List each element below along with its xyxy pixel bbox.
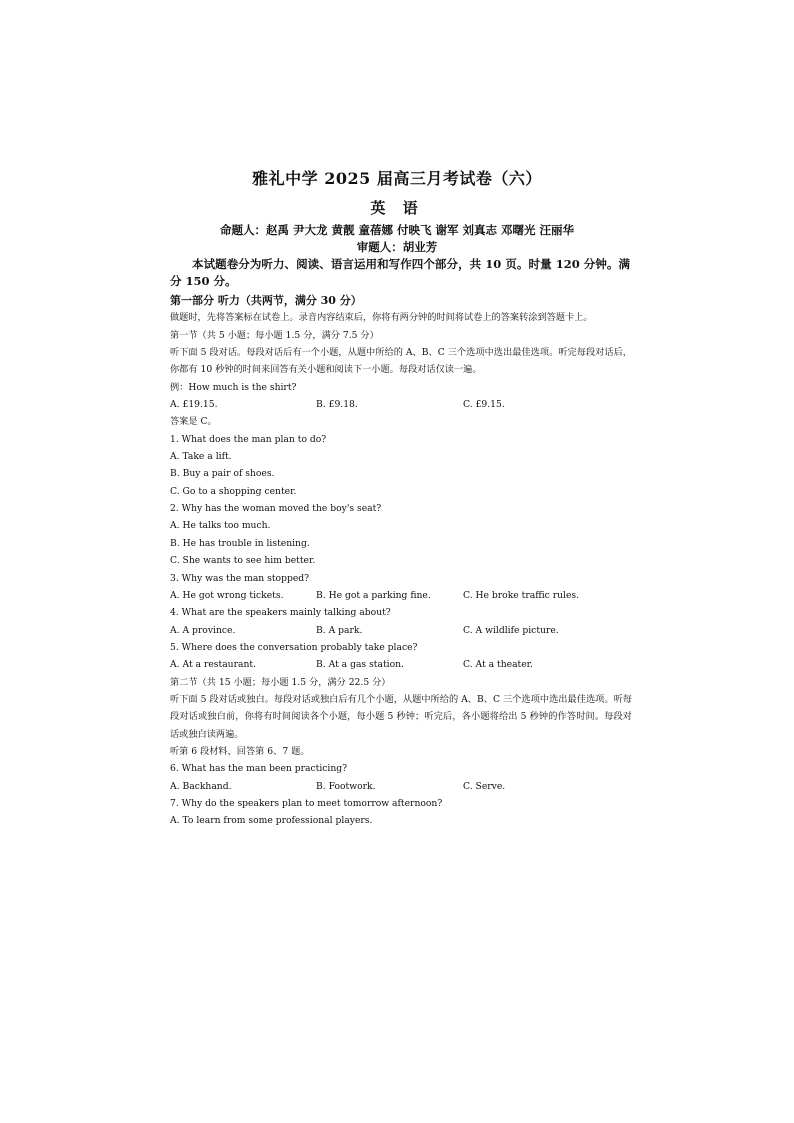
option-a: A. He talks too much. [170, 520, 271, 532]
question-6-options [170, 778, 632, 795]
option-c: C. He broke traffic rules. [463, 589, 580, 601]
option-a: A. A province. [170, 624, 236, 636]
option-b: B. £9.18. [316, 399, 358, 411]
section2-material: 听第 6 段材料，回答第 6、7 题。 [170, 745, 310, 757]
exam-intro: 本试题卷分为听力、阅读、语言运用和写作四个部分，共 10 页。时量 120 分钟。满分 150 分。 [170, 257, 630, 288]
listening-part [170, 292, 632, 830]
section2-instruction: 听下面 5 段对话或独白。每段对话或独白后有几个小题，从题中所给的 A、B、C 三个选项中选出最佳选项。听每段对话或独白前，你将有时间阅读各个小题，每小题 5 秒钟；听完后，各小题将给出 5 秒钟的作答时间。每段对话或独白读两遍。 [170, 693, 632, 740]
option-a: A. At a restaurant. [170, 659, 256, 671]
option-a: A. Backhand. [170, 780, 232, 792]
question-2: 2. Why has the woman moved the boy's seat? [170, 503, 382, 515]
option-c: C. She wants to see him better. [170, 555, 316, 567]
option-c: C. Go to a shopping center. [170, 485, 297, 497]
example-answer: 答案是 C。 [170, 416, 217, 428]
part1-heading: 第一部分 听力（共两节，满分 30 分） [170, 294, 362, 307]
subject-title: 英 语 [370, 199, 424, 217]
option-b: B. Buy a pair of shoes. [170, 468, 275, 480]
option-a: A. Take a lift. [170, 451, 232, 463]
option-b: B. He got a parking fine. [316, 589, 431, 601]
section1-instruction: 听下面 5 段对话。每段对话后有一个小题，从题中所给的 A、B、C 三个选项中选出最佳选项。听完每段对话后，你都有 10 秒钟的时间来回答有关小题和阅读下一小题。每段对话仅读一遍。 [170, 347, 632, 376]
question-4: 4. What are the speakers mainly talking about? [170, 607, 391, 619]
option-c: C. £9.15. [463, 399, 505, 411]
example-options [170, 396, 632, 413]
section2-heading: 第二节（共 15 小题；每小题 1.5 分，满分 22.5 分） [170, 676, 391, 688]
option-a: A. He got wrong tickets. [170, 589, 284, 601]
example-question: 例：How much is the shirt? [170, 381, 297, 393]
question-4-options [170, 622, 632, 639]
question-1: 1. What does the man plan to do? [170, 433, 327, 445]
reviewer-line: 审题人：胡业芳 [356, 240, 438, 254]
option-a: A. £19.15. [170, 399, 218, 411]
option-a: A. To learn from some professional players. [170, 815, 373, 827]
section1-heading: 第一节（共 5 小题；每小题 1.5 分，满分 7.5 分） [170, 329, 379, 341]
question-3-options [170, 587, 632, 604]
question-5: 5. Where does the conversation probably take place? [170, 641, 418, 653]
question-7: 7. Why do the speakers plan to meet tomorrow afternoon? [170, 797, 443, 809]
question-3: 3. Why was the man stopped? [170, 572, 310, 584]
option-b: B. A park. [316, 624, 363, 636]
option-c: C. Serve. [463, 780, 506, 792]
option-c: C. A wildlife picture. [463, 624, 559, 636]
option-c: C. At a theater. [463, 659, 533, 671]
authors-line: 命题人：赵禹 尹大龙 黄靓 童蓓娜 付映飞 谢军 刘真志 邓曙光 汪丽华 [219, 223, 575, 237]
option-b: B. He has trouble in listening. [170, 537, 310, 549]
exam-title: 雅礼中学 2025 届高三月考试卷（六） [252, 169, 542, 188]
option-b: B. At a gas station. [316, 659, 404, 671]
question-5-options [170, 656, 632, 673]
part1-instruction: 做题时，先将答案标在试卷上。录音内容结束后，你将有两分钟的时间将试卷上的答案转涂到答题卡上。 [170, 312, 593, 324]
option-b: B. Footwork. [316, 780, 376, 792]
question-6: 6. What has the man been practicing? [170, 763, 348, 775]
